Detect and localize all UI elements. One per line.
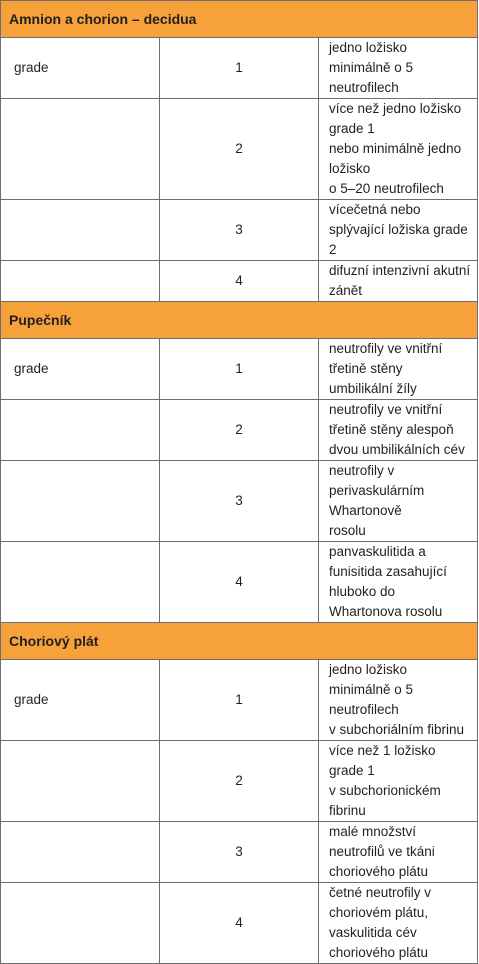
grade-label [1, 261, 160, 302]
section-header-pupecnik [1, 302, 478, 339]
grade-description: panvaskulitida a funisitida zasahující hluboko do Whartonova rosolu [319, 542, 478, 623]
grade-description: vícečetná nebo splývající ložiska grade 2 [319, 200, 478, 261]
grade-description: malé množství neutrofilů ve tkáni choriového plátu [319, 822, 478, 883]
section-header-amnion [1, 1, 478, 38]
grade-description: jedno ložisko minimálně o 5 neutrofilech [319, 38, 478, 99]
table-row [1, 741, 478, 822]
grade-number: 4 [160, 542, 319, 623]
grade-label: grade [1, 660, 160, 741]
grade-number: 2 [160, 400, 319, 461]
grade-label [1, 822, 160, 883]
table-row [1, 883, 478, 964]
grade-number: 4 [160, 261, 319, 302]
grade-label [1, 542, 160, 623]
grade-number: 2 [160, 99, 319, 200]
section-title: Amnion a chorion – decidua [1, 1, 478, 38]
section-title: Pupečník [1, 302, 478, 339]
grade-number: 3 [160, 200, 319, 261]
table-row [1, 542, 478, 623]
grade-label: grade [1, 38, 160, 99]
grade-label: grade [1, 339, 160, 400]
table-row [1, 400, 478, 461]
grade-number: 4 [160, 883, 319, 964]
section-header-choriovy-plat [1, 623, 478, 660]
table-row [1, 822, 478, 883]
grade-number: 1 [160, 339, 319, 400]
table-row [1, 461, 478, 542]
table-row [1, 261, 478, 302]
grade-description: neutrofily ve vnitřní třetině stěny umbilikální žíly [319, 339, 478, 400]
table-row [1, 200, 478, 261]
grade-description: neutrofily ve vnitřní třetině stěny alespoň dvou umbilikálních cév [319, 400, 478, 461]
grade-description: jedno ložisko minimálně o 5 neutrofilech v subchoriálním fibrinu [319, 660, 478, 741]
grade-label [1, 883, 160, 964]
grade-number: 2 [160, 741, 319, 822]
grade-number: 3 [160, 822, 319, 883]
grade-description: četné neutrofily v choriovém plátu, vaskulitida cév choriového plátu [319, 883, 478, 964]
grade-description: více než jedno ložisko grade 1 nebo minimálně jedno ložisko o 5–20 neutrofilech [319, 99, 478, 200]
grade-description: neutrofily v perivaskulárním Whartonově rosolu [319, 461, 478, 542]
grade-label [1, 461, 160, 542]
table-row [1, 99, 478, 200]
grade-number: 1 [160, 660, 319, 741]
grade-number: 3 [160, 461, 319, 542]
grade-label [1, 400, 160, 461]
grade-label [1, 99, 160, 200]
section-title: Choriový plát [1, 623, 478, 660]
grade-description: více než 1 ložisko grade 1 v subchorionickém fibrinu [319, 741, 478, 822]
grade-label [1, 741, 160, 822]
table-row [1, 339, 478, 400]
grade-description: difuzní intenzivní akutní zánět [319, 261, 478, 302]
table-row [1, 38, 478, 99]
table-row [1, 660, 478, 741]
grade-label [1, 200, 160, 261]
grade-number: 1 [160, 38, 319, 99]
